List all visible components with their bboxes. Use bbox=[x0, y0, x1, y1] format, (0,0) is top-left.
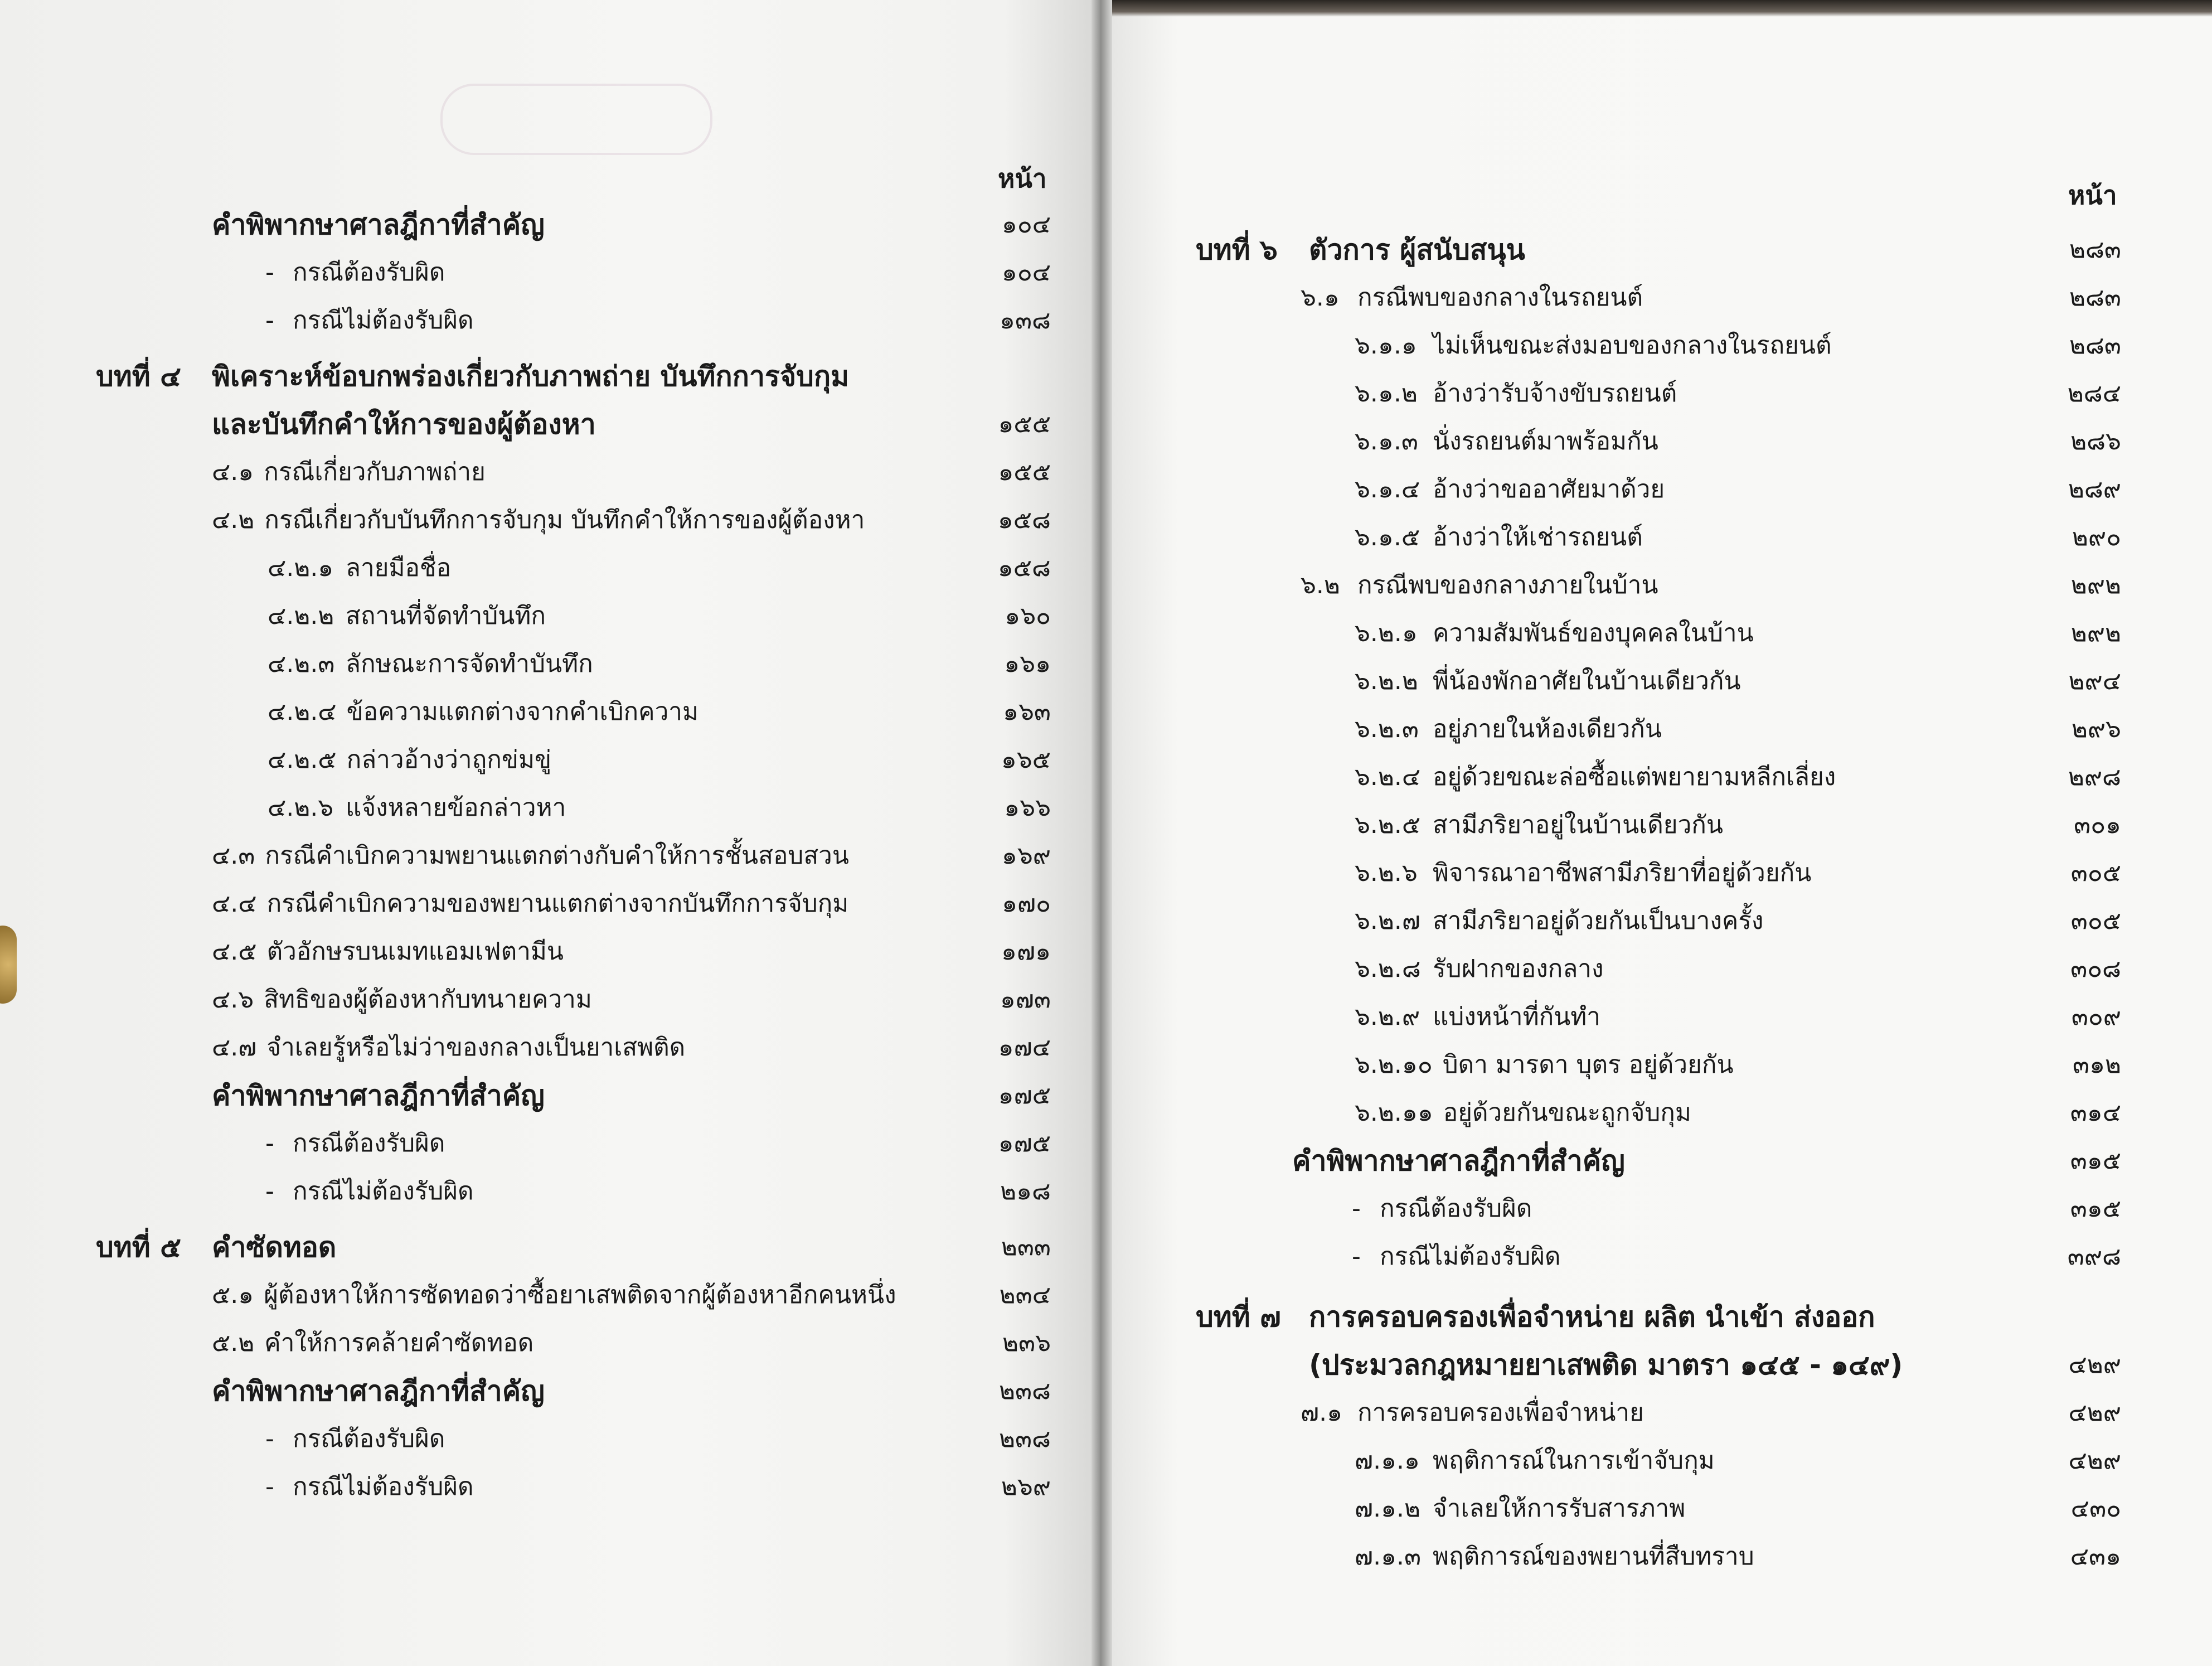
toc-entry-subsection bbox=[1112, 705, 2121, 753]
toc-entry-number: - bbox=[265, 1177, 274, 1205]
toc-entry-page-number: ๑๐๔ bbox=[1001, 258, 1051, 287]
toc-entry-number: ๖.๑.๔ bbox=[1355, 475, 1420, 503]
toc-entry-subsection bbox=[1112, 801, 2121, 849]
toc-entry-page-number: ๑๗๔ bbox=[998, 1033, 1051, 1062]
toc-entry-number: - bbox=[265, 258, 274, 287]
toc-entry-number: ๔.๕ bbox=[212, 937, 257, 966]
toc-list bbox=[0, 201, 1051, 1511]
toc-entry-page-number: ๓๐๙ bbox=[2071, 1002, 2121, 1031]
toc-entry-number: ๔.๒.๑ bbox=[268, 554, 334, 582]
toc-entry-section bbox=[0, 448, 1051, 496]
toc-entry-title: คำพิพากษาศาลฎีกาที่สำคัญ bbox=[212, 1079, 545, 1112]
toc-entry-title: นั่งรถยนต์มาพร้อมกัน bbox=[1433, 427, 1658, 456]
toc-entry-page-number: ๒๓๖ bbox=[1002, 1329, 1051, 1357]
toc-entry-number: - bbox=[265, 1473, 274, 1501]
toc-entry-subsection bbox=[0, 688, 1051, 736]
toc-entry-page-number: ๓๑๒ bbox=[2072, 1050, 2121, 1079]
toc-entry-page-number: ๑๕๕ bbox=[998, 410, 1051, 438]
toc-entry-section bbox=[0, 1319, 1051, 1367]
toc-entry-section bbox=[1112, 561, 2121, 609]
toc-entry-title: พฤติการณ์ของพยานที่สืบทราบ bbox=[1433, 1542, 1754, 1571]
toc-entry-number: บทที่ ๗ bbox=[1196, 1301, 1281, 1333]
toc-entry-number: ๖.๒.๘ bbox=[1355, 955, 1421, 983]
toc-entry-number: ๕.๒ bbox=[212, 1329, 255, 1357]
toc-entry-bullet bbox=[1112, 1185, 2121, 1233]
toc-entry-number: ๔.๒.๖ bbox=[268, 793, 334, 822]
toc-entry-page-number: ๑๗๕ bbox=[998, 1081, 1051, 1110]
toc-entry-number: - bbox=[265, 1129, 274, 1158]
toc-entry-page-number: ๒๘๖ bbox=[2070, 427, 2121, 456]
toc-entry-page-number: ๒๓๓ bbox=[1001, 1233, 1051, 1261]
toc-entry-subsection bbox=[1112, 1485, 2121, 1533]
toc-entry-subsection bbox=[1112, 370, 2121, 418]
toc-entry-page-number: ๓๐๑ bbox=[2074, 811, 2121, 839]
toc-entry-number: ๕.๑ bbox=[212, 1281, 254, 1309]
toc-entry-bullet bbox=[0, 1120, 1051, 1168]
toc-entry-number: ๔.๓ bbox=[212, 841, 255, 870]
toc-entry-page-number: ๒๘๙ bbox=[2068, 475, 2121, 503]
toc-entry-title: แจ้งหลายข้อกล่าวหา bbox=[346, 793, 566, 822]
toc-entry-number: ๖.๒ bbox=[1301, 571, 1340, 599]
toc-entry-title: อ้างว่ารับจ้างขับรถยนต์ bbox=[1433, 379, 1677, 408]
toc-entry-section bbox=[0, 496, 1051, 544]
toc-entry-title: กรณีไม่ต้องรับผิด bbox=[293, 1177, 474, 1205]
toc-entry-page-number: ๒๙๔ bbox=[2068, 667, 2121, 695]
toc-entry-page-number: ๑๖๓ bbox=[1003, 698, 1051, 726]
toc-entry-number: - bbox=[265, 306, 274, 335]
toc-entry-title: และบันทึกคำให้การของผู้ต้องหา bbox=[212, 408, 596, 440]
toc-entry-title: อยู่ด้วยขณะล่อซื้อแต่พยายามหลีกเลี่ยง bbox=[1433, 763, 1836, 791]
toc-entry-number: ๖.๒.๗ bbox=[1355, 907, 1420, 935]
toc-entry-number: ๗.๑.๑ bbox=[1355, 1446, 1420, 1475]
toc-entry-section bbox=[0, 976, 1051, 1024]
toc-entry-title: ลักษณะการจัดทำบันทึก bbox=[346, 650, 593, 678]
toc-entry-section bbox=[1112, 1389, 2121, 1437]
toc-entry-title: กรณีต้องรับผิด bbox=[293, 258, 445, 287]
toc-entry-number: ๔.๒.๒ bbox=[268, 602, 334, 630]
toc-entry-title: คำให้การคล้ายคำซัดทอด bbox=[264, 1329, 534, 1357]
toc-entry-subsection bbox=[0, 736, 1051, 784]
toc-entry-subsection bbox=[1112, 1041, 2121, 1089]
toc-entry-subsection bbox=[1112, 657, 2121, 705]
toc-entry-number: ๖.๒.๖ bbox=[1355, 859, 1418, 887]
toc-entry-bullet bbox=[0, 297, 1051, 345]
toc-entry-title: การครอบครองเพื่อจำหน่าย ผลิต นำเข้า ส่งออก bbox=[1309, 1301, 1875, 1333]
toc-entry-page-number: ๑๗๕ bbox=[998, 1129, 1051, 1158]
toc-entry-page-number: ๓๐๘ bbox=[2070, 955, 2121, 983]
toc-entry-title: คำพิพากษาศาลฎีกาที่สำคัญ bbox=[212, 1375, 545, 1407]
toc-entry-title: กรณีไม่ต้องรับผิด bbox=[293, 1473, 474, 1501]
toc-entry-page-number: ๒๑๘ bbox=[1000, 1177, 1051, 1205]
toc-entry-number: ๔.๔ bbox=[212, 889, 257, 918]
toc-entry-subsection bbox=[0, 592, 1051, 640]
toc-entry-title: อ้างว่าให้เช่ารถยนต์ bbox=[1433, 523, 1643, 551]
toc-entry-page-number: ๒๙๘ bbox=[2068, 763, 2121, 791]
toc-entry-title: รับฝากของกลาง bbox=[1433, 955, 1604, 983]
toc-entry-subsection bbox=[0, 640, 1051, 688]
toc-entry-title: กรณีเกี่ยวกับบันทึกการจับกุม บันทึกคำให้การของผู้ต้องหา bbox=[264, 506, 865, 534]
toc-entry-section bbox=[1112, 274, 2121, 322]
toc-entry-page-number: ๓๐๕ bbox=[2070, 907, 2121, 935]
toc-entry-title: (ประมวลกฎหมายยาเสพติด มาตรา ๑๔๕ - ๑๔๙) bbox=[1309, 1349, 1903, 1381]
toc-entry-page-number: ๒๓๘ bbox=[998, 1425, 1051, 1453]
toc-entry-number: ๖.๒.๔ bbox=[1355, 763, 1421, 791]
left-page bbox=[0, 0, 1092, 1666]
toc-entry-page-number: ๒๙๒ bbox=[2070, 571, 2121, 599]
toc-entry-title: คำพิพากษาศาลฎีกาที่สำคัญ bbox=[1292, 1145, 1625, 1177]
toc-entry-chapter bbox=[1112, 226, 2121, 274]
toc-entry-heading bbox=[1112, 1137, 2121, 1185]
toc-entry-title: กรณีไม่ต้องรับผิด bbox=[1380, 1242, 1561, 1271]
toc-entry-page-number: ๑๖๙ bbox=[1001, 841, 1051, 870]
toc-entry-title: สามีภริยาอยู่ด้วยกันเป็นบางครั้ง bbox=[1433, 907, 1764, 935]
toc-entry-subsection bbox=[1112, 322, 2121, 370]
toc-entry-number: - bbox=[1352, 1194, 1361, 1223]
toc-entry-subsection bbox=[1112, 418, 2121, 466]
toc-entry-page-number: ๒๓๘ bbox=[998, 1377, 1051, 1405]
toc-entry-title: พฤติการณ์ในการเข้าจับกุม bbox=[1433, 1446, 1715, 1475]
toc-entry-chapter bbox=[0, 352, 1051, 400]
toc-entry-bullet bbox=[1112, 1233, 2121, 1281]
toc-entry-page-number: ๑๖๑ bbox=[1004, 650, 1051, 678]
toc-entry-bullet bbox=[0, 1463, 1051, 1511]
toc-entry-number: ๔.๒ bbox=[212, 506, 255, 534]
toc-entry-title: การครอบครองเพื่อจำหน่าย bbox=[1357, 1398, 1644, 1427]
toc-entry-title: ตัวอักษรบนเมทแอมเฟตามีน bbox=[266, 937, 564, 966]
toc-entry-page-number: ๔๒๙ bbox=[2068, 1398, 2121, 1427]
toc-entry-number: บทที่ ๕ bbox=[96, 1231, 181, 1263]
toc-entry-subsection bbox=[1112, 514, 2121, 561]
toc-entry-page-number: ๒๘๓ bbox=[2069, 235, 2121, 264]
toc-entry-chapter bbox=[1112, 1293, 2121, 1341]
toc-entry-number: ๗.๑ bbox=[1301, 1398, 1343, 1427]
toc-entry-number: ๖.๒.๓ bbox=[1355, 715, 1419, 743]
toc-entry-subsection bbox=[1112, 1089, 2121, 1137]
toc-entry-number: ๖.๒.๒ bbox=[1355, 667, 1418, 695]
toc-entry-number: ๖.๒.๕ bbox=[1355, 811, 1421, 839]
toc-entry-page-number: ๓๙๘ bbox=[2067, 1242, 2121, 1271]
toc-entry-bullet bbox=[0, 249, 1051, 297]
toc-entry-number: ๖.๑ bbox=[1301, 283, 1340, 312]
toc-entry-section bbox=[0, 832, 1051, 880]
ghost-title-ornament bbox=[440, 84, 712, 155]
toc-entry-title: ข้อความแตกต่างจากคำเบิกความ bbox=[346, 698, 699, 726]
toc-entry-title: สถานที่จัดทำบันทึก bbox=[346, 602, 546, 630]
toc-entry-subsection bbox=[1112, 897, 2121, 945]
toc-entry-number: ๔.๑ bbox=[212, 458, 254, 486]
toc-entry-page-number: ๒๙๒ bbox=[2070, 619, 2121, 647]
toc-entry-number: ๖.๑.๓ bbox=[1355, 427, 1418, 456]
toc-entry-page-number: ๒๘๓ bbox=[2069, 331, 2121, 360]
toc-entry-subsection bbox=[1112, 945, 2121, 993]
toc-entry-number: ๔.๒.๓ bbox=[268, 650, 335, 678]
toc-entry-subsection bbox=[1112, 1437, 2121, 1485]
toc-entry-title: ตัวการ ผู้สนับสนุน bbox=[1309, 234, 1525, 266]
toc-entry-heading bbox=[0, 1072, 1051, 1120]
toc-entry-page-number: ๔๒๙ bbox=[2068, 1350, 2121, 1379]
toc-entry-number: บทที่ ๔ bbox=[96, 360, 181, 393]
toc-entry-title: ไม่เห็นขณะส่งมอบของกลางในรถยนต์ bbox=[1433, 331, 1832, 360]
toc-entry-page-number: ๓๑๕ bbox=[2070, 1194, 2121, 1223]
toc-entry-subsection bbox=[1112, 753, 2121, 801]
toc-entry-chapter-cont bbox=[0, 400, 1051, 448]
toc-entry-section bbox=[0, 928, 1051, 976]
toc-entry-bullet bbox=[0, 1168, 1051, 1215]
toc-entry-title: ลายมือชื่อ bbox=[346, 554, 452, 582]
toc-entry-title: อยู่ด้วยกันขณะถูกจับกุม bbox=[1443, 1098, 1691, 1127]
toc-entry-subsection bbox=[1112, 993, 2121, 1041]
toc-entry-title: กรณีพบของกลางภายในบ้าน bbox=[1357, 571, 1658, 599]
toc-entry-number: ๖.๒.๙ bbox=[1355, 1002, 1420, 1031]
toc-entry-subsection bbox=[1112, 609, 2121, 657]
toc-entry-subsection bbox=[1112, 466, 2121, 514]
toc-entry-section bbox=[0, 880, 1051, 928]
toc-entry-title: กรณีต้องรับผิด bbox=[293, 1425, 445, 1453]
toc-entry-number: ๔.๒.๕ bbox=[268, 745, 337, 774]
toc-entry-number: ๔.๒.๔ bbox=[268, 698, 337, 726]
toc-entry-title: พิเคราะห์ข้อบกพร่องเกี่ยวกับภาพถ่าย บันทึกการจับกุม bbox=[212, 360, 850, 393]
toc-entry-number: ๖.๑.๒ bbox=[1355, 379, 1418, 408]
toc-entry-title: อ้างว่าขออาศัยมาด้วย bbox=[1433, 475, 1665, 503]
toc-entry-number: ๗.๑.๒ bbox=[1355, 1494, 1420, 1523]
toc-entry-number: ๖.๒.๑ bbox=[1355, 619, 1418, 647]
toc-entry-number: ๔.๖ bbox=[212, 985, 254, 1014]
toc-entry-page-number: ๑๗๑ bbox=[1001, 937, 1051, 966]
toc-entry-number: ๖.๒.๑๑ bbox=[1355, 1098, 1433, 1127]
toc-list bbox=[1112, 226, 2121, 1581]
toc-entry-page-number: ๑๖๐ bbox=[1005, 602, 1051, 630]
right-page bbox=[1112, 0, 2212, 1666]
toc-entry-title: บิดา มารดา บุตร อยู่ด้วยกัน bbox=[1442, 1050, 1734, 1079]
toc-entry-title: กรณีคำเบิกความของพยานแตกต่างจากบันทึกการจับกุม bbox=[266, 889, 849, 918]
toc-entry-number: - bbox=[1352, 1242, 1361, 1271]
toc-entry-title: กรณีไม่ต้องรับผิด bbox=[293, 306, 474, 335]
toc-entry-page-number: ๔๓๐ bbox=[2070, 1494, 2121, 1523]
toc-entry-title: จำเลยรู้หรือไม่ว่าของกลางเป็นยาเสพติด bbox=[266, 1033, 686, 1062]
toc-entry-page-number: ๒๘๓ bbox=[2069, 283, 2121, 312]
toc-entry-page-number: ๒๓๔ bbox=[999, 1281, 1051, 1309]
toc-entry-page-number: ๔๒๙ bbox=[2068, 1446, 2121, 1475]
toc-entry-title: กรณีคำเบิกความพยานแตกต่างกับคำให้การชั้นสอบสวน bbox=[265, 841, 849, 870]
page-column-header: หน้า bbox=[998, 163, 1047, 193]
toc-entry-chapter bbox=[0, 1223, 1051, 1271]
toc-entry-title: ความสัมพันธ์ของบุคคลในบ้าน bbox=[1433, 619, 1754, 647]
toc-entry-page-number: ๒๙๖ bbox=[2071, 715, 2121, 743]
toc-entry-page-number: ๑๗๐ bbox=[1002, 889, 1051, 918]
toc-entry-number: ๖.๒.๑๐ bbox=[1355, 1050, 1433, 1079]
toc-entry-page-number: ๑๕๕ bbox=[998, 458, 1051, 486]
toc-entry-title: พี่น้องพักอาศัยในบ้านเดียวกัน bbox=[1433, 667, 1741, 695]
toc-entry-heading bbox=[0, 201, 1051, 249]
toc-entry-page-number: ๒๖๙ bbox=[1001, 1473, 1051, 1501]
toc-entry-heading bbox=[0, 1367, 1051, 1415]
toc-entry-subsection bbox=[0, 544, 1051, 592]
toc-entry-section bbox=[0, 1024, 1051, 1072]
toc-entry-number: ๔.๗ bbox=[212, 1033, 257, 1062]
toc-entry-title: จำเลยให้การรับสารภาพ bbox=[1433, 1494, 1686, 1523]
toc-entry-title: สิทธิของผู้ต้องหากับทนายความ bbox=[264, 985, 592, 1014]
toc-entry-title: กรณีต้องรับผิด bbox=[1380, 1194, 1532, 1223]
toc-entry-title: แบ่งหน้าที่กันทำ bbox=[1433, 1002, 1600, 1031]
toc-entry-title: กรณีต้องรับผิด bbox=[293, 1129, 445, 1158]
toc-entry-title: กรณีพบของกลางในรถยนต์ bbox=[1357, 283, 1643, 312]
toc-entry-page-number: ๑๐๔ bbox=[1001, 210, 1051, 239]
toc-entry-page-number: ๑๗๓ bbox=[1000, 985, 1051, 1014]
toc-entry-page-number: ๑๕๘ bbox=[997, 506, 1051, 534]
toc-entry-number: ๖.๑.๑ bbox=[1355, 331, 1417, 360]
toc-entry-title: กรณีเกี่ยวกับภาพถ่าย bbox=[264, 458, 486, 486]
toc-entry-title: อยู่ภายในห้องเดียวกัน bbox=[1433, 715, 1662, 743]
toc-entry-title: คำพิพากษาศาลฎีกาที่สำคัญ bbox=[212, 209, 545, 241]
toc-entry-page-number: ๑๕๘ bbox=[997, 554, 1051, 582]
toc-entry-number: ๗.๑.๓ bbox=[1355, 1542, 1422, 1571]
book-spine bbox=[1092, 0, 1112, 1666]
toc-entry-number: ๖.๑.๕ bbox=[1355, 523, 1420, 551]
toc-entry-section bbox=[0, 1271, 1051, 1319]
toc-entry-page-number: ๒๘๔ bbox=[2067, 379, 2121, 408]
toc-entry-title: คำซัดทอด bbox=[212, 1231, 337, 1263]
toc-entry-title: ผู้ต้องหาให้การซัดทอดว่าซื้อยาเสพติดจากผู้ต้องหาอีกคนหนึ่ง bbox=[264, 1281, 896, 1309]
toc-entry-page-number: ๓๐๕ bbox=[2070, 859, 2121, 887]
toc-entry-title: กล่าวอ้างว่าถูกข่มขู่ bbox=[346, 745, 552, 774]
toc-entry-number: - bbox=[265, 1425, 274, 1453]
toc-entry-page-number: ๑๓๘ bbox=[1000, 306, 1051, 335]
toc-entry-title: สามีภริยาอยู่ในบ้านเดียวกัน bbox=[1433, 811, 1723, 839]
toc-entry-page-number: ๓๑๔ bbox=[2070, 1098, 2121, 1127]
toc-entry-page-number: ๓๑๕ bbox=[2070, 1146, 2121, 1175]
toc-entry-number: บทที่ ๖ bbox=[1196, 234, 1278, 266]
toc-entry-chapter-cont bbox=[1112, 1341, 2121, 1389]
toc-entry-subsection bbox=[1112, 849, 2121, 897]
toc-entry-subsection bbox=[0, 784, 1051, 832]
toc-entry-page-number: ๑๖๖ bbox=[1004, 793, 1051, 822]
toc-entry-bullet bbox=[0, 1415, 1051, 1463]
toc-entry-page-number: ๔๓๑ bbox=[2070, 1542, 2121, 1571]
toc-entry-page-number: ๑๖๕ bbox=[1001, 745, 1051, 774]
page-column-header: หน้า bbox=[2068, 180, 2117, 210]
toc-entry-title: พิจารณาอาชีพสามีภริยาที่อยู่ด้วยกัน bbox=[1433, 859, 1812, 887]
toc-entry-subsection bbox=[1112, 1533, 2121, 1581]
toc-entry-page-number: ๒๙๐ bbox=[2072, 523, 2121, 551]
background-strip bbox=[1112, 0, 2212, 17]
